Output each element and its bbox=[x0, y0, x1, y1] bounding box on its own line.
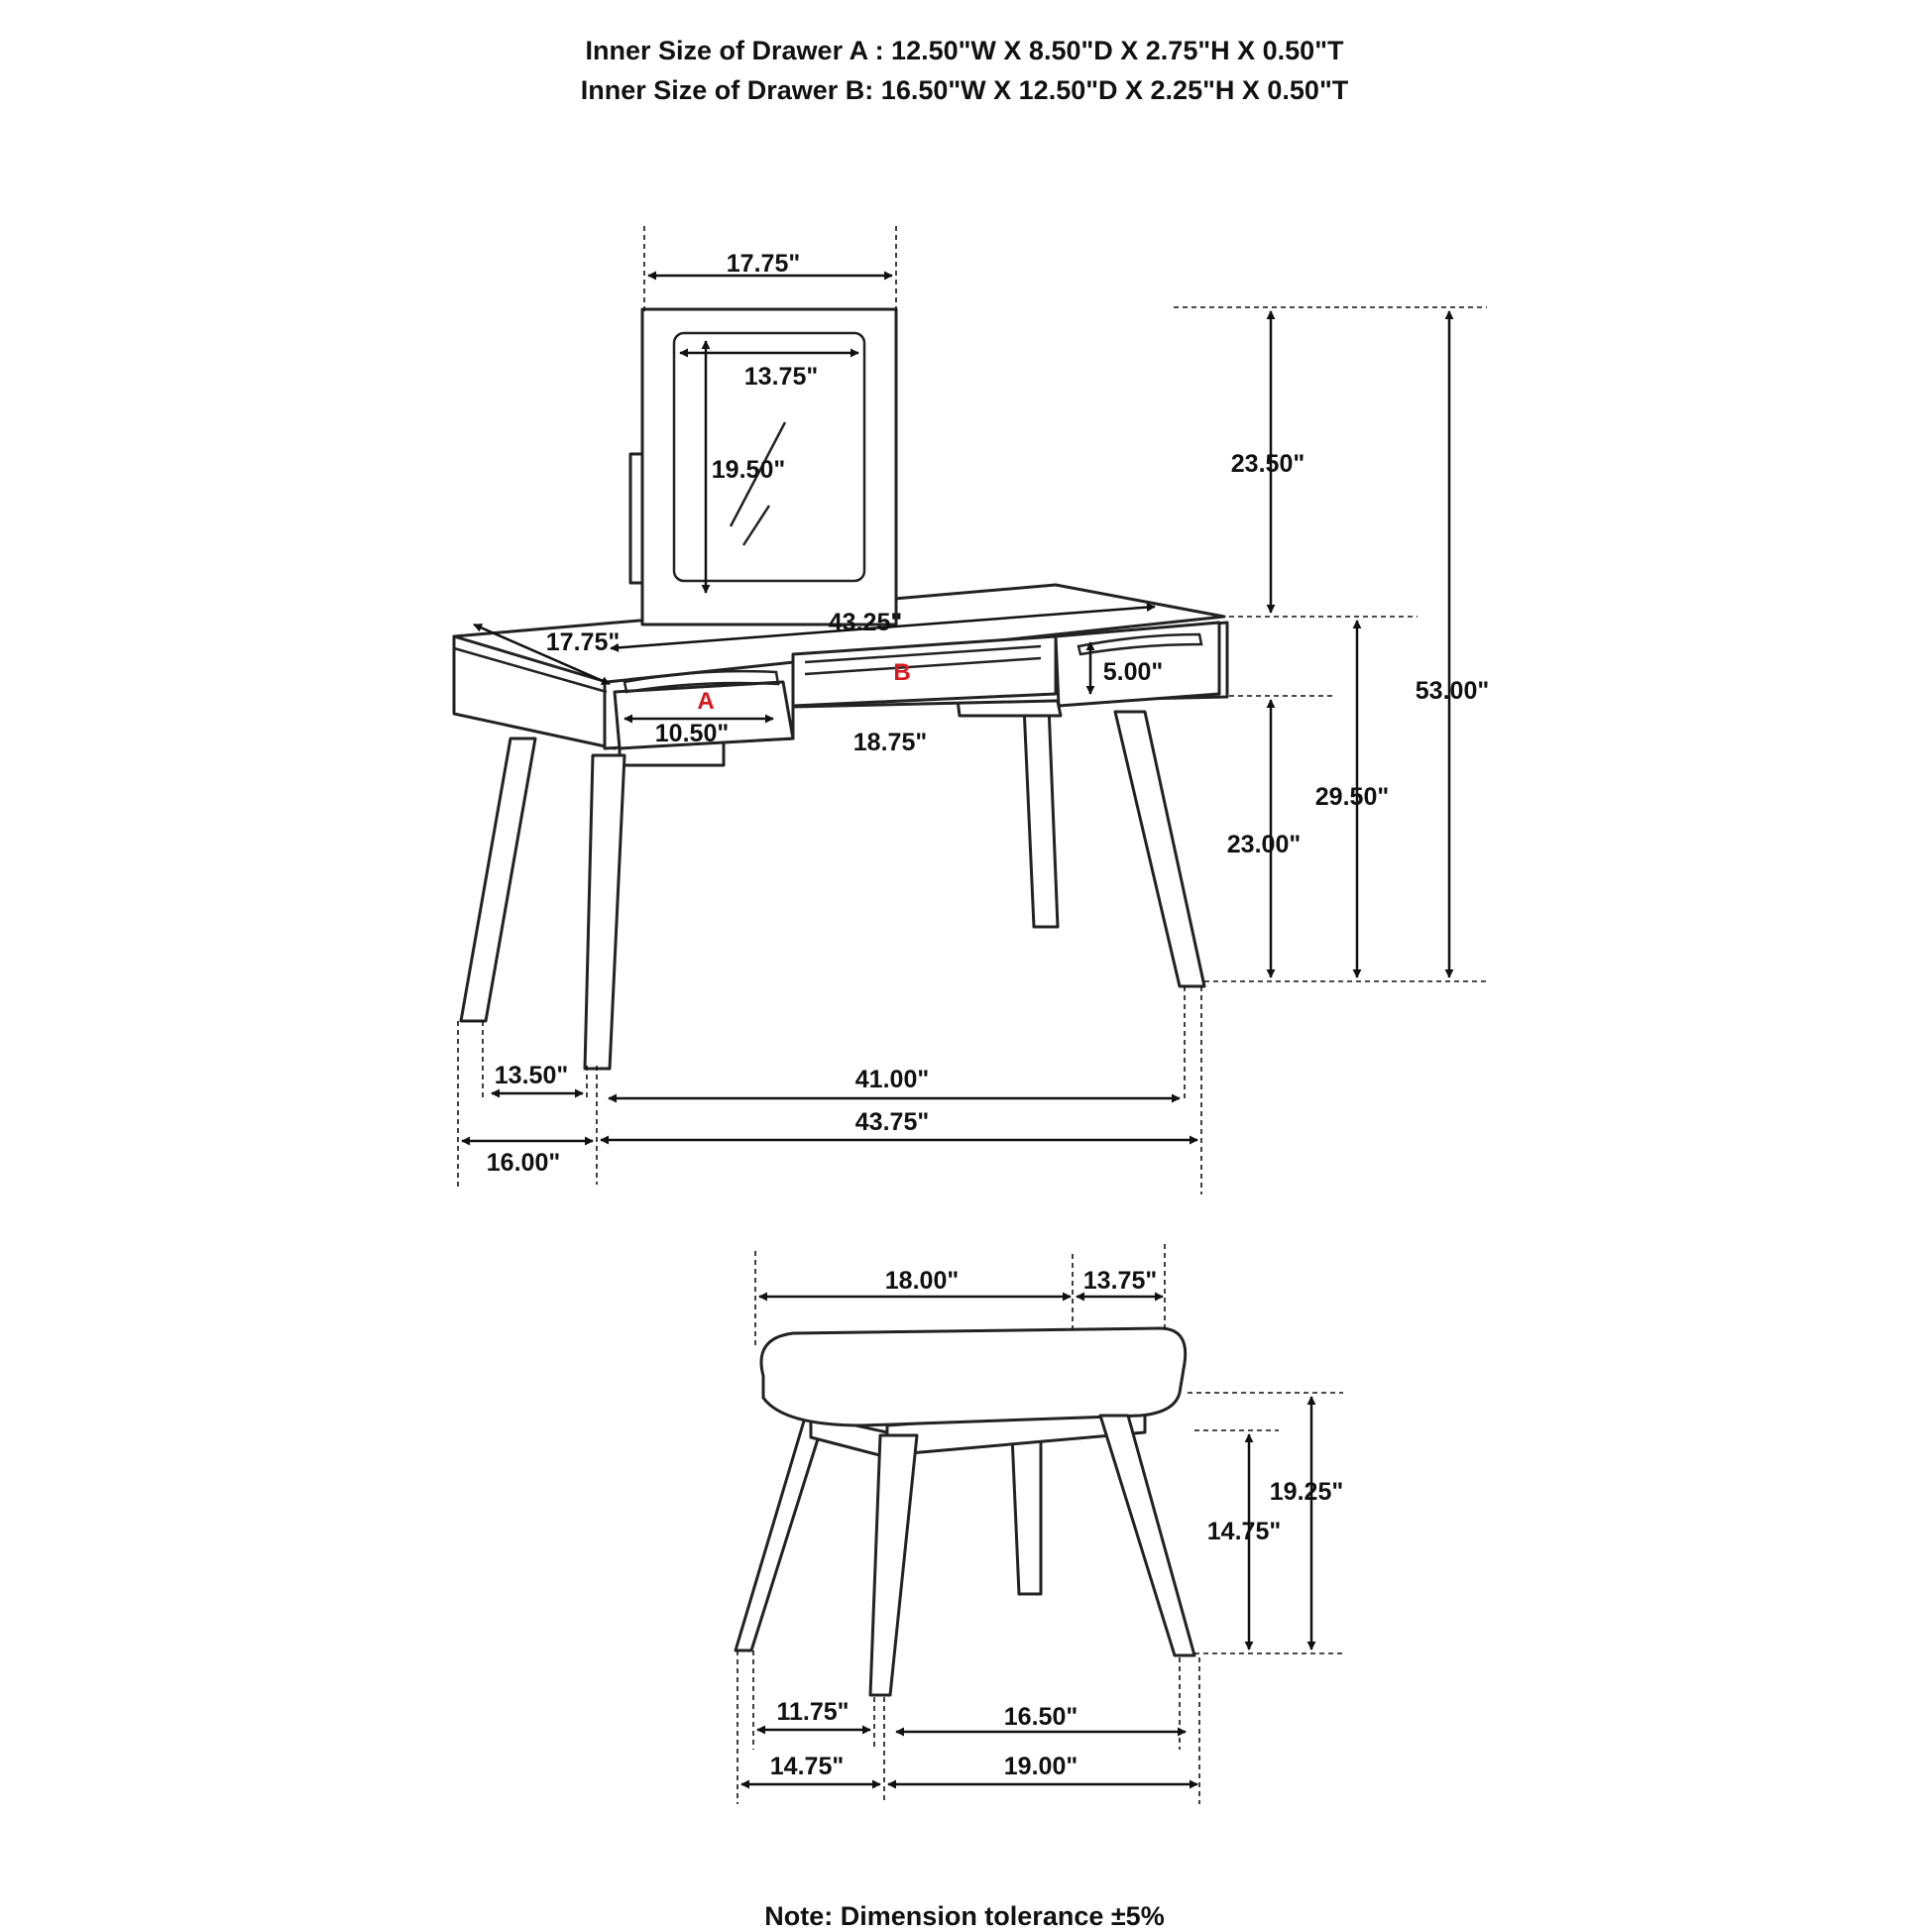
dim-side-outer-depth: 16.00" bbox=[486, 1149, 561, 1177]
stool-seat bbox=[761, 1328, 1186, 1425]
vanity-back-left-leg bbox=[461, 739, 535, 1021]
dim-leg-height: 23.00" bbox=[1226, 831, 1302, 858]
dim-stool-seat-depth: 13.75" bbox=[1082, 1267, 1158, 1295]
drawer-b-size-note: Inner Size of Drawer B: 16.50"W X 12.50"D X 2.25"H X 0.50"T bbox=[580, 75, 1349, 105]
dim-stool-side-outer: 14.75" bbox=[769, 1753, 845, 1780]
dim-drawer-b-width: 18.75" bbox=[852, 729, 928, 756]
vanity-drawing bbox=[454, 309, 1227, 1069]
dim-stool-front-inner: 16.50" bbox=[1003, 1703, 1078, 1731]
dim-stool-front-outer: 19.00" bbox=[1003, 1753, 1078, 1780]
vanity-back-right-leg bbox=[1024, 706, 1058, 927]
drawer-a-size-note: Inner Size of Drawer A : 12.50"W X 8.50"D X 2.75"H X 0.50"T bbox=[585, 36, 1344, 65]
dim-overall-height: 53.00" bbox=[1415, 677, 1490, 705]
dim-drawer-a-width: 10.50" bbox=[654, 720, 730, 747]
drawer-b-label: B bbox=[893, 659, 911, 686]
dim-mirror-inner-height: 19.50" bbox=[711, 456, 786, 484]
dim-side-inner-depth: 13.50" bbox=[494, 1062, 569, 1089]
dim-mirror-height: 23.50" bbox=[1230, 450, 1305, 478]
stool-back-left-leg bbox=[736, 1408, 828, 1650]
dim-mirror-inner-width: 13.75" bbox=[743, 363, 819, 391]
dim-top-depth: 17.75" bbox=[545, 628, 621, 656]
dim-overall-width: 43.75" bbox=[854, 1108, 930, 1136]
stool-back-right-leg bbox=[1012, 1435, 1041, 1594]
vanity-front-left-leg bbox=[585, 755, 624, 1069]
dim-inner-width: 41.00" bbox=[854, 1066, 930, 1093]
dim-top-width: 43.25" bbox=[828, 609, 903, 636]
dim-table-height: 29.50" bbox=[1314, 783, 1390, 811]
stool-front-right-leg bbox=[1100, 1416, 1194, 1655]
drawer-a-label: A bbox=[697, 688, 715, 715]
vanity-front-right-leg bbox=[1115, 712, 1204, 986]
dim-mirror-width: 17.75" bbox=[726, 250, 801, 278]
stool-front-left-leg bbox=[870, 1435, 917, 1695]
tolerance-note: Note: Dimension tolerance ±5% bbox=[764, 1901, 1165, 1931]
dim-drawer-height: 5.00" bbox=[1102, 658, 1164, 686]
stool-drawing bbox=[736, 1328, 1194, 1695]
dim-stool-leg-height: 14.75" bbox=[1206, 1518, 1282, 1545]
dim-stool-overall-height: 19.25" bbox=[1269, 1478, 1344, 1506]
dim-stool-side-inner: 11.75" bbox=[776, 1698, 850, 1726]
dim-stool-seat-width: 18.00" bbox=[884, 1267, 960, 1295]
